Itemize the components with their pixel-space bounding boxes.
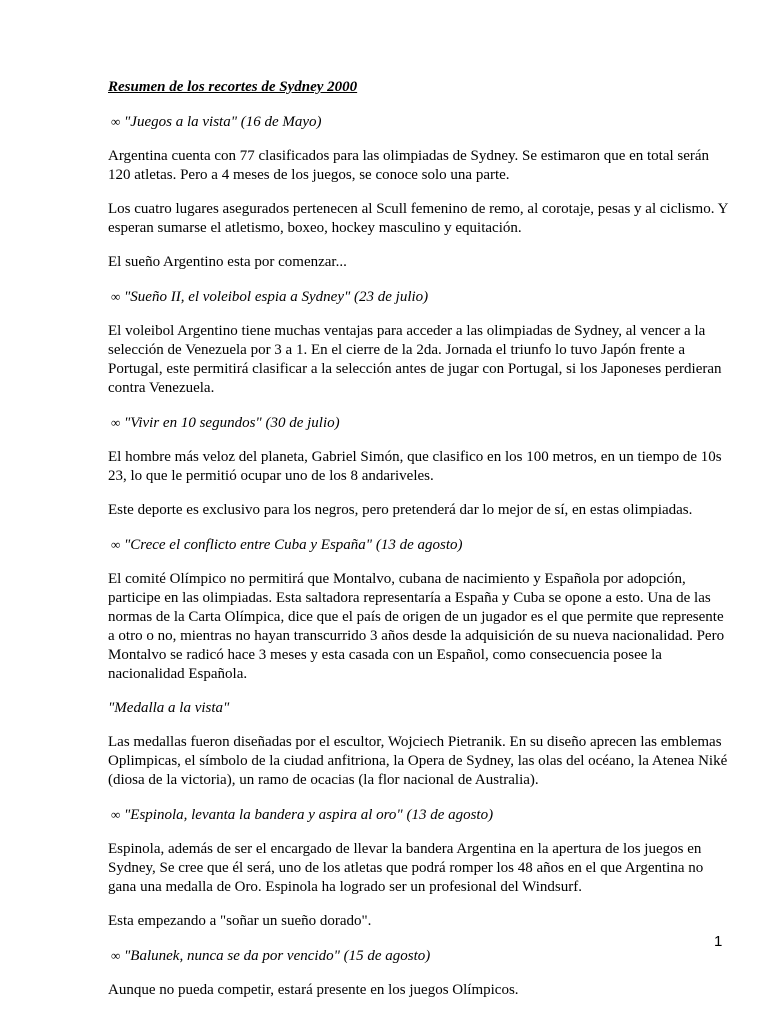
- section-heading: [108, 112, 730, 132]
- infinity-bullet-icon: ∞: [111, 807, 121, 822]
- section-heading-text: "Vivir en 10 segundos" (30 de julio): [124, 415, 340, 431]
- infinity-bullet-icon: ∞: [111, 415, 121, 430]
- section-heading-text: "Juegos a la vista" (16 de Mayo): [124, 114, 322, 130]
- paragraph: Las medallas fueron diseñadas por el escultor, Wojciech Pietranik. En su diseño aprecen las emblemas Oplimpicas, el símbolo de la ciudad anfitriona, la Opera de Sydney, las olas del océano, la Atenea Niké (diosa de la victoria), un ramo de ocacias (la flor nacional de Australia).: [108, 734, 728, 788]
- section-heading: [108, 805, 730, 825]
- section-heading: [108, 699, 730, 718]
- section-heading-text: "Crece el conflicto entre Cuba y España" (13 de agosto): [124, 537, 463, 553]
- document-page: [108, 78, 730, 1015]
- paragraph: Esta empezando a "soñar un sueño dorado".: [108, 913, 372, 929]
- section-heading: [108, 413, 730, 433]
- paragraph: El voleibol Argentino tiene muchas ventajas para acceder a las olimpiadas de Sydney, al vencer a la selección de Venezuela por 3 a 1. En el cierre de la 2da. Jornada el triunfo lo tuvo Japón frente a Portugal, este permitirá clasificar a la selección antes de jugar con Portugal, si los Japoneses perdieran contra Venezuela.: [108, 323, 722, 396]
- section-heading: [108, 946, 730, 966]
- section-heading: [108, 535, 730, 555]
- infinity-bullet-icon: ∞: [111, 537, 121, 552]
- paragraph: Espinola, además de ser el encargado de llevar la bandera Argentina en la apertura de los juegos en Sydney, Se cree que él será, uno de los atletas que podrá romper los 48 años en el que Argentina no gana una medalla de Oro. Espinola ha logrado ser un profesional del Windsurf.: [108, 841, 704, 895]
- infinity-bullet-icon: ∞: [111, 289, 121, 304]
- paragraph: El hombre más veloz del planeta, Gabriel Simón, que clasifico en los 100 metros, en un tiempo de 10s 23, lo que le permitió ocupar uno de los 8 andariveles.: [108, 449, 722, 484]
- paragraph: Argentina cuenta con 77 clasificados para las olimpiadas de Sydney. Se estimaron que en total serán 120 atletas. Pero a 4 meses de los juegos, se conoce solo una parte.: [108, 148, 710, 183]
- paragraph: Aunque no pueda competir, estará presente en los juegos Olímpicos.: [108, 982, 519, 998]
- section-heading-text: "Espinola, levanta la bandera y aspira al oro" (13 de agosto): [124, 807, 494, 823]
- section-heading-text: "Sueño II, el voleibol espia a Sydney" (23 de julio): [124, 289, 429, 305]
- paragraph: Los cuatro lugares asegurados pertenecen al Scull femenino de remo, al corotaje, pesas y al ciclismo. Y esperan sumarse el atletismo, boxeo, hockey masculino y equitación.: [108, 201, 728, 236]
- document-title: Resumen de los recortes de Sydney 2000: [108, 79, 358, 95]
- paragraph: El comité Olímpico no permitirá que Montalvo, cubana de nacimiento y Española por adopción, participe en las olimpiadas. Esta saltadora representaría a España y Cuba se opone a esto. Una de las normas de la Carta Olímpica, dice que el país de origen de un jugador es el que permite que represente a otro o no, mientras no hayan transcurrido 3 años desde la adquisición de su nueva nacionalidad. Pero Montalvo se radicó hace 3 meses y esta casada con un Español, como consecuencia posee la nacionalidad Española.: [108, 571, 725, 682]
- section-heading-text: "Balunek, nunca se da por vencido" (15 de agosto): [124, 948, 431, 964]
- section-heading-text: "Medalla a la vista": [108, 700, 230, 716]
- paragraph: Este deporte es exclusivo para los negros, pero pretenderá dar lo mejor de sí, en estas olimpiadas.: [108, 502, 693, 518]
- page-number: 1: [714, 933, 723, 950]
- section-heading: [108, 287, 730, 307]
- infinity-bullet-icon: ∞: [111, 948, 121, 963]
- infinity-bullet-icon: ∞: [111, 114, 121, 129]
- paragraph: El sueño Argentino esta por comenzar...: [108, 254, 347, 270]
